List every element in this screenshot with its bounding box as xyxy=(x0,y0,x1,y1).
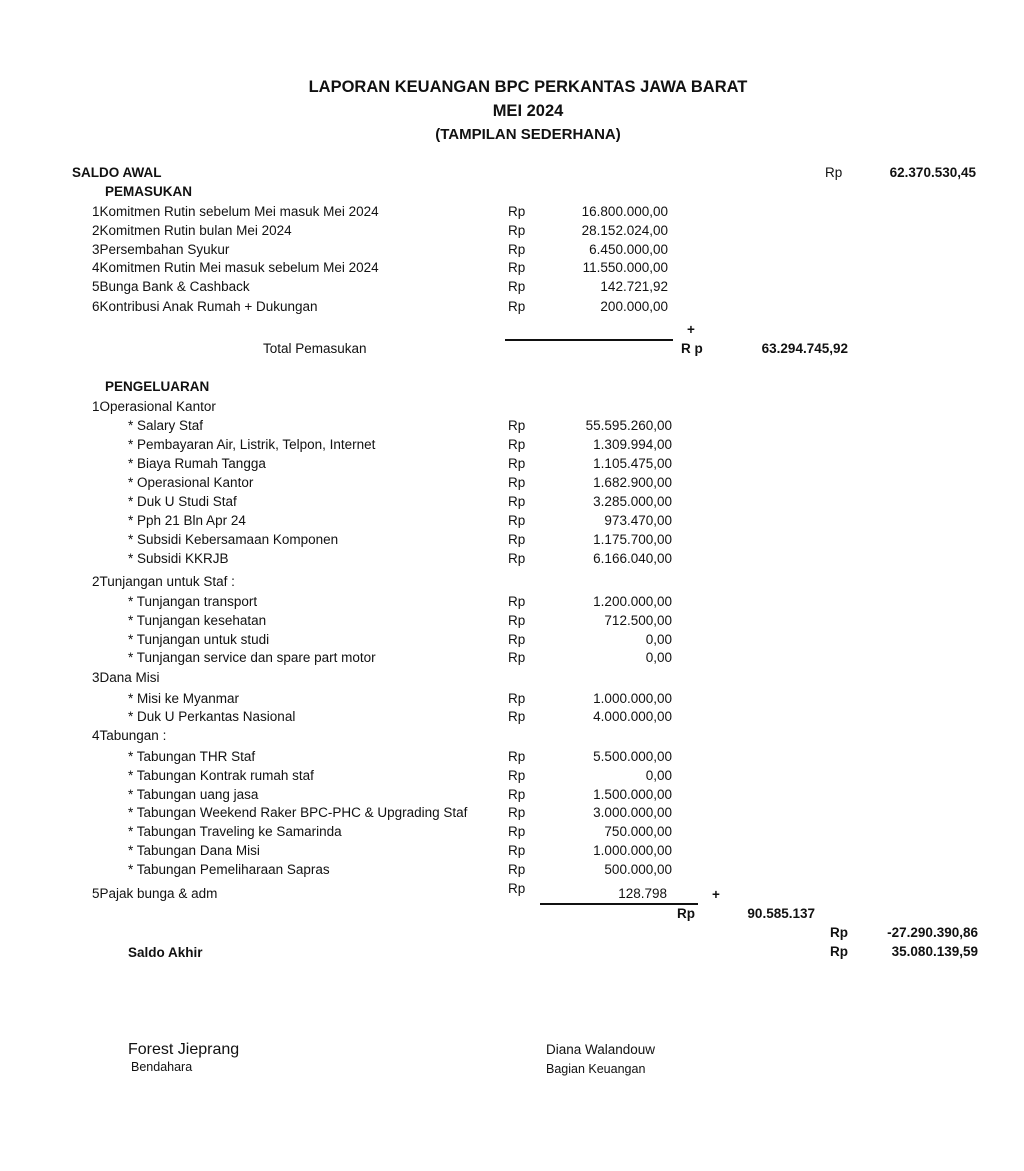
item-currency: Rp xyxy=(508,223,526,238)
item-number: 5 xyxy=(92,279,100,294)
signatory-left-role: Bendahara xyxy=(131,1060,193,1074)
item-currency: Rp xyxy=(508,475,526,490)
total-pemasukan-label: Total Pemasukan xyxy=(263,341,367,356)
item-label: * Tabungan THR Staf xyxy=(128,749,256,764)
item-amount: 1.000.000,00 xyxy=(593,843,672,858)
item-label: * Pph 21 Bln Apr 24 xyxy=(128,513,246,528)
item-currency: Rp xyxy=(508,691,526,706)
item-label: * Salary Staf xyxy=(128,418,204,433)
item-currency: Rp xyxy=(508,768,526,783)
pengeluaran-sum-line xyxy=(540,903,698,905)
item-currency: Rp xyxy=(508,594,526,609)
item-label: Komitmen Rutin bulan Mei 2024 xyxy=(99,223,292,238)
dana-misi-group-label: 3Dana Misi xyxy=(92,670,160,685)
selisih-currency: Rp xyxy=(830,925,848,940)
item-currency: Rp xyxy=(508,862,526,877)
pengeluaran-heading: PENGELUARAN xyxy=(105,379,210,394)
signatory-right-name: Diana Walandouw xyxy=(546,1042,656,1057)
item-amount: 28.152.024,00 xyxy=(581,223,668,238)
saldo-awal-label: SALDO AWAL xyxy=(72,165,162,180)
item-currency: Rp xyxy=(508,532,526,547)
item-currency: Rp xyxy=(508,632,526,647)
item-number: 1 xyxy=(92,204,100,219)
item-currency: Rp xyxy=(508,260,526,275)
item-label: * Tunjangan untuk studi xyxy=(128,632,270,647)
item-label: * Tabungan Dana Misi xyxy=(128,843,260,858)
item-number: 2 xyxy=(92,223,100,238)
item-currency: Rp xyxy=(508,494,526,509)
pajak-amount: 128.798 xyxy=(618,886,667,901)
item-amount: 3.285.000,00 xyxy=(593,494,672,509)
item-currency: Rp xyxy=(508,805,526,820)
item-currency: Rp xyxy=(508,456,526,471)
item-currency: Rp xyxy=(508,437,526,452)
item-label: Komitmen Rutin sebelum Mei masuk Mei 2024 xyxy=(99,204,379,219)
item-amount: 1.682.900,00 xyxy=(593,475,672,490)
item-label: * Subsidi Kebersamaan Komponen xyxy=(128,532,339,547)
item-currency: Rp xyxy=(508,418,526,433)
item-currency: Rp xyxy=(508,299,526,314)
item-amount: 0,00 xyxy=(645,632,672,647)
item-currency: Rp xyxy=(508,242,526,257)
item-amount: 750.000,00 xyxy=(604,824,672,839)
pajak-currency: Rp xyxy=(508,881,526,896)
item-currency: Rp xyxy=(508,824,526,839)
tunjangan-group-label: 2Tunjangan untuk Staf : xyxy=(92,574,235,589)
signatory-right-role: Bagian Keuangan xyxy=(546,1062,646,1076)
item-label: * Tabungan Traveling ke Samarinda xyxy=(128,824,342,839)
item-amount: 11.550.000,00 xyxy=(582,260,668,275)
item-currency: Rp xyxy=(508,204,526,219)
item-number: 4 xyxy=(92,260,100,275)
item-label: Kontribusi Anak Rumah + Dukungan xyxy=(99,299,318,314)
pemasukan-plus-sign: + xyxy=(687,322,695,337)
item-amount: 6.166.040,00 xyxy=(593,551,672,566)
total-pengeluaran-amount: 90.585.137 xyxy=(747,906,815,921)
item-amount: 55.595.260,00 xyxy=(585,418,672,433)
item-currency: Rp xyxy=(508,749,526,764)
item-label: * Tunjangan service dan spare part motor xyxy=(128,650,376,665)
total-pemasukan-amount: 63.294.745,92 xyxy=(761,341,848,356)
item-label: * Subsidi KKRJB xyxy=(128,551,229,566)
item-amount: 5.500.000,00 xyxy=(593,749,672,764)
item-amount: 1.309.994,00 xyxy=(593,437,672,452)
item-label: * Tabungan Pemeliharaan Sapras xyxy=(128,862,330,877)
item-amount: 1.200.000,00 xyxy=(593,594,672,609)
item-label: Komitmen Rutin Mei masuk sebelum Mei 2024 xyxy=(99,260,379,275)
item-amount: 1.500.000,00 xyxy=(593,787,672,802)
item-amount: 16.800.000,00 xyxy=(581,204,668,219)
item-amount: 6.450.000,00 xyxy=(589,242,668,257)
item-label: Persembahan Syukur xyxy=(99,242,230,257)
operasional-group-label: 1Operasional Kantor xyxy=(92,399,216,414)
signatory-left-name: Forest Jieprang xyxy=(128,1041,240,1058)
total-pengeluaran-currency: Rp xyxy=(677,906,695,921)
saldo-akhir-label: Saldo Akhir xyxy=(128,945,203,960)
tabungan-group-label: 4Tabungan : xyxy=(92,728,167,743)
item-amount: 200.000,00 xyxy=(600,299,668,314)
item-label: * Misi ke Myanmar xyxy=(128,691,240,706)
item-label: * Tabungan Weekend Raker BPC-PHC & Upgrading Staf xyxy=(128,805,468,820)
item-amount: 142.721,92 xyxy=(600,279,668,294)
selisih-amount: -27.290.390,86 xyxy=(887,925,978,940)
item-currency: Rp xyxy=(508,279,526,294)
saldo-akhir-currency: Rp xyxy=(830,944,848,959)
pemasukan-heading: PEMASUKAN xyxy=(105,184,193,199)
item-amount: 1.000.000,00 xyxy=(593,691,672,706)
item-amount: 1.175.700,00 xyxy=(593,532,672,547)
item-label: * Biaya Rumah Tangga xyxy=(128,456,266,471)
report-period: MEI 2024 xyxy=(492,102,564,120)
item-number: 6 xyxy=(92,299,100,314)
item-amount: 500.000,00 xyxy=(604,862,672,877)
saldo-awal-amount: 62.370.530,45 xyxy=(889,165,976,180)
item-amount: 3.000.000,00 xyxy=(593,805,672,820)
item-label: * Operasional Kantor xyxy=(128,475,254,490)
item-amount: 973.470,00 xyxy=(604,513,672,528)
saldo-akhir-amount: 35.080.139,59 xyxy=(891,944,978,959)
item-currency: Rp xyxy=(508,513,526,528)
item-amount: 712.500,00 xyxy=(604,613,672,628)
item-label: * Duk U Studi Staf xyxy=(128,494,237,509)
item-label: * Tabungan uang jasa xyxy=(128,787,259,802)
item-currency: Rp xyxy=(508,650,526,665)
report-subtitle: (TAMPILAN SEDERHANA) xyxy=(435,126,621,143)
pajak-label: 5Pajak bunga & adm xyxy=(92,886,218,901)
item-number: 3 xyxy=(92,242,100,257)
pemasukan-sum-line xyxy=(505,339,673,341)
item-currency: Rp xyxy=(508,551,526,566)
item-amount: 1.105.475,00 xyxy=(593,456,672,471)
item-currency: Rp xyxy=(508,787,526,802)
item-amount: 0,00 xyxy=(645,768,672,783)
report-title: LAPORAN KEUANGAN BPC PERKANTAS JAWA BARAT xyxy=(308,78,748,96)
item-label: * Tabungan Kontrak rumah staf xyxy=(128,768,314,783)
item-currency: Rp xyxy=(508,709,526,724)
item-amount: 4.000.000,00 xyxy=(593,709,672,724)
saldo-awal-currency: Rp xyxy=(825,165,843,180)
item-label: * Pembayaran Air, Listrik, Telpon, Internet xyxy=(128,437,376,452)
item-currency: Rp xyxy=(508,613,526,628)
item-currency: Rp xyxy=(508,843,526,858)
item-amount: 0,00 xyxy=(645,650,672,665)
total-pemasukan-currency: R p xyxy=(681,341,703,356)
item-label: * Tunjangan kesehatan xyxy=(128,613,267,628)
item-label: Bunga Bank & Cashback xyxy=(99,279,250,294)
item-label: * Tunjangan transport xyxy=(128,594,258,609)
pengeluaran-plus-sign: + xyxy=(712,887,720,902)
item-label: * Duk U Perkantas Nasional xyxy=(128,709,296,724)
